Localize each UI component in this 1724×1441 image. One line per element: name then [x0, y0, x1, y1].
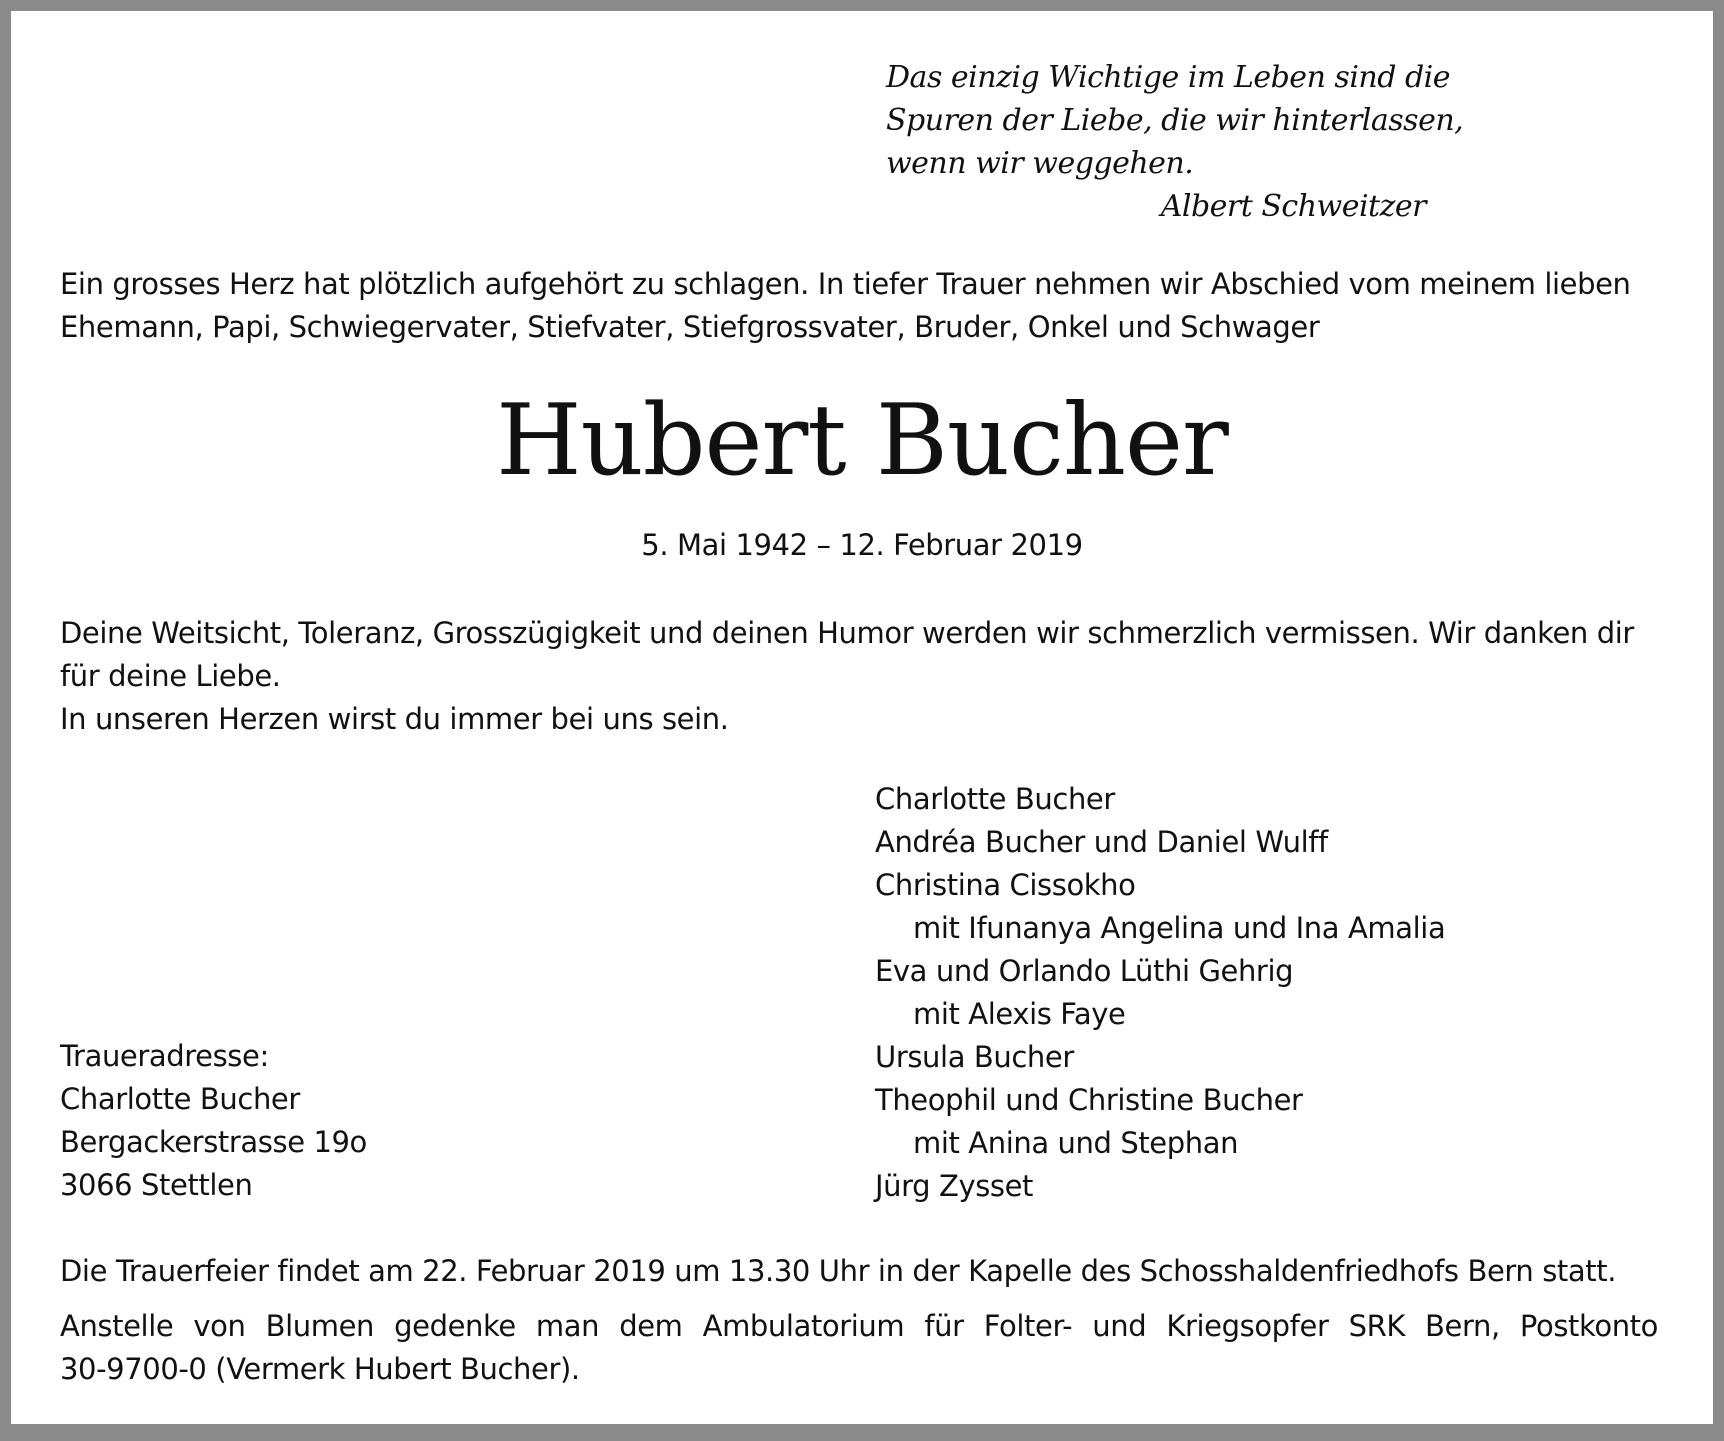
intro-line: Ein grosses Herz hat plötzlich aufgehört zu schlagen. In tiefer Trauer nehmen wir Abschied vom meinem lieben	[60, 267, 1631, 301]
quote-line: Das einzig Wichtige im Leben sind die	[886, 60, 1451, 95]
mourner-name: Eva und Orlando Lüthi Gehrig	[875, 954, 1294, 988]
address-name: Charlotte Bucher	[60, 1082, 300, 1116]
life-dates: 5. Mai 1942 – 12. Februar 2019	[641, 528, 1083, 562]
address-street: Bergackerstrasse 19o	[60, 1125, 367, 1159]
mourning-address	[60, 1035, 560, 1207]
mourner-name: Christina Cissokho	[875, 868, 1136, 902]
address-label: Traueradresse:	[60, 1039, 269, 1073]
mourner-children: mit Alexis Faye	[913, 997, 1126, 1031]
mourners-list	[875, 778, 1635, 1208]
intro-paragraph	[60, 263, 1660, 349]
quote-line: Spuren der Liebe, die wir hinterlassen,	[886, 103, 1464, 138]
mourner-children: mit Anina und Stephan	[913, 1126, 1239, 1160]
mourner-name: Andréa Bucher und Daniel Wulff	[875, 825, 1328, 859]
epigraph-quote	[886, 56, 1464, 228]
tribute-line: für deine Liebe.	[60, 659, 281, 693]
tribute-line: In unseren Herzen wirst du immer bei uns sein.	[60, 702, 729, 736]
donation-line: Anstelle von Blumen gedenke man dem Ambulatorium für Folter- und Kriegsopfer SRK Bern, Postkonto	[60, 1309, 1658, 1343]
tribute-line: Deine Weitsicht, Toleranz, Grosszügigkeit und deinen Humor werden wir schmerzlich vermissen. Wir danken dir	[60, 616, 1634, 650]
donation-info	[60, 1305, 1658, 1391]
donation-line: 30-9700-0 (Vermerk Hubert Bucher).	[60, 1352, 580, 1386]
tribute-paragraph	[60, 612, 1660, 741]
obituary-notice	[11, 11, 1713, 1424]
mourner-name: Jürg Zysset	[875, 1169, 1034, 1203]
mourner-name: Charlotte Bucher	[875, 782, 1115, 816]
mourner-name: Ursula Bucher	[875, 1040, 1074, 1074]
mourner-name: Theophil und Christine Bucher	[875, 1083, 1303, 1117]
deceased-name: Hubert Bucher	[496, 384, 1228, 498]
quote-author: Albert Schweitzer	[1160, 189, 1426, 224]
quote-line: wenn wir weggehen.	[886, 146, 1194, 181]
mourner-children: mit Ifunanya Angelina und Ina Amalia	[913, 911, 1446, 945]
ceremony-info	[60, 1250, 1660, 1293]
intro-line: Ehemann, Papi, Schwiegervater, Stiefvater, Stiefgrossvater, Bruder, Onkel und Schwager	[60, 310, 1320, 344]
address-city: 3066 Stettlen	[60, 1168, 253, 1202]
ceremony-line: Die Trauerfeier findet am 22. Februar 2019 um 13.30 Uhr in der Kapelle des Schosshaldenfriedhofs Bern statt.	[60, 1254, 1617, 1288]
